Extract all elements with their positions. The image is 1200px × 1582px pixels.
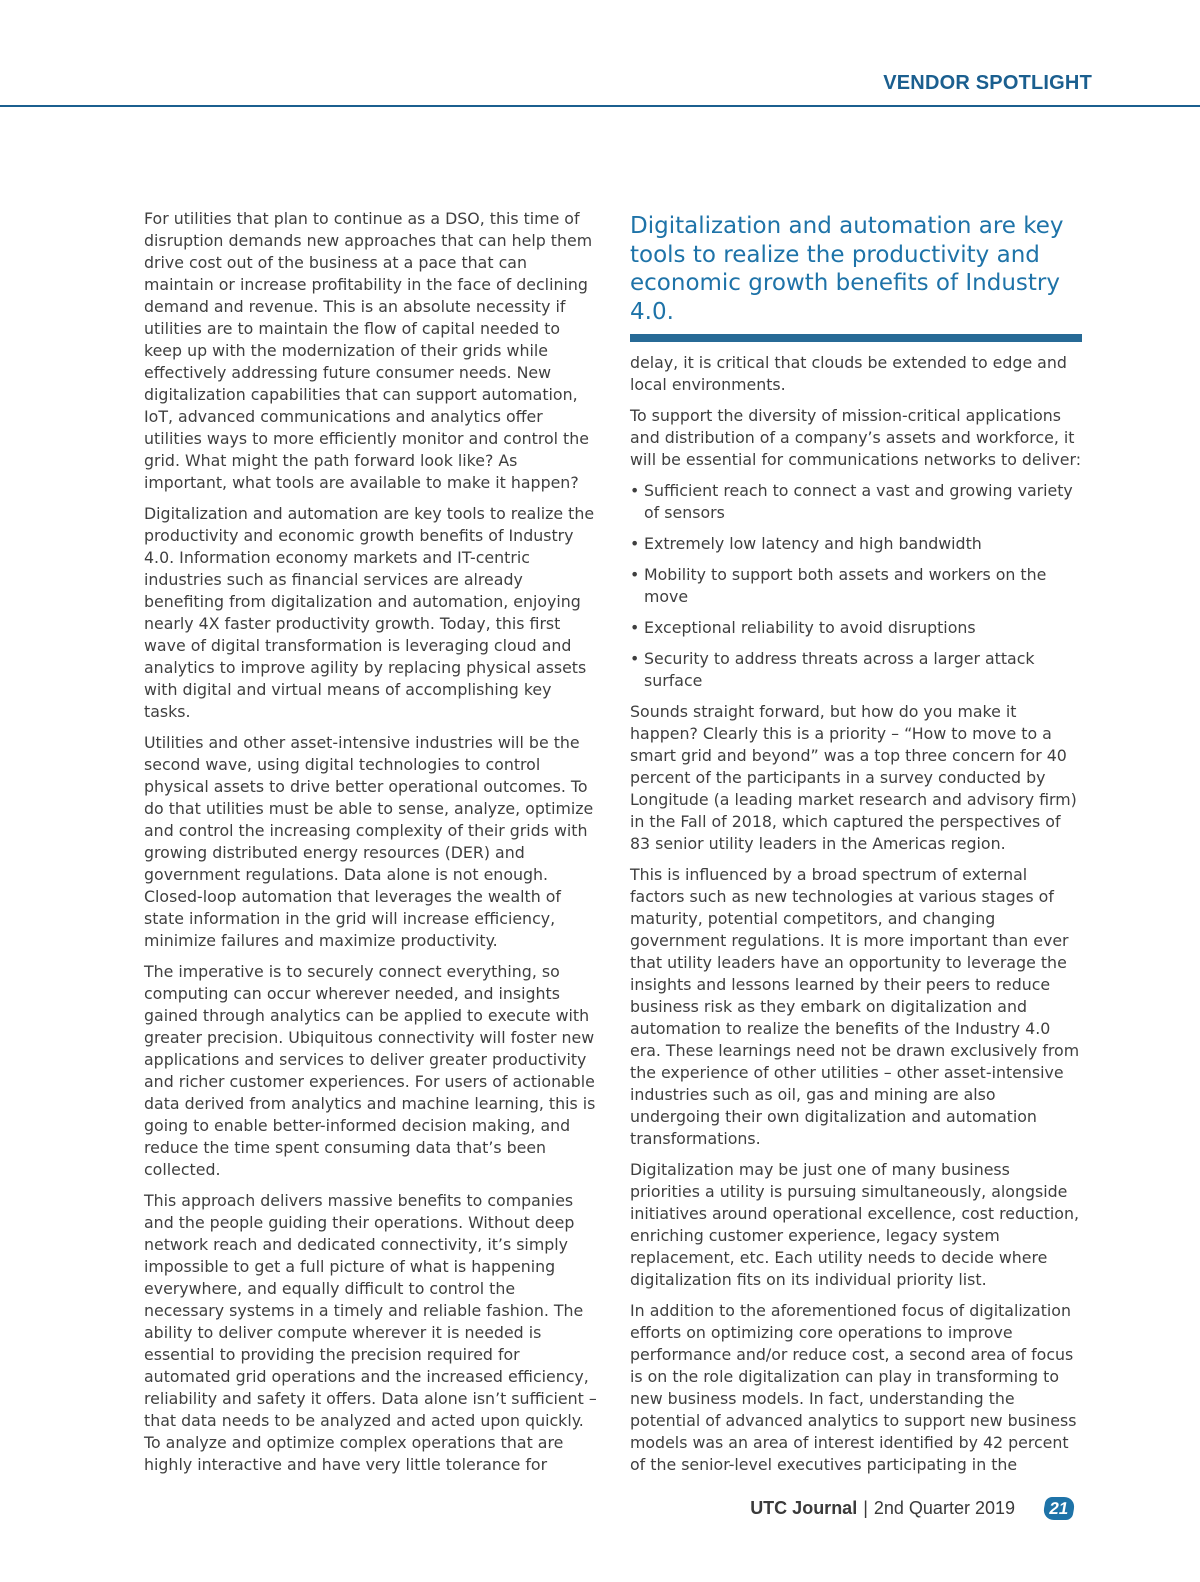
list-item [630,617,1082,639]
body-paragraph: The imperative is to securely connect everything, so computing can occur wherever needed, and insights gained through analytics can be applied to execute with greater precision. Ubiquitous connectivity will foster new applications and services to deliver greater productivity and richer customer experiences. For users of actionable data derived from analytics and machine learning, this is going to enable better-informed decision making, and reduce the time spent consuming data that’s been collected. [144,962,596,1179]
list-item-text: Extremely low latency and high bandwidth [644,534,982,553]
bullet-marker: • [630,618,640,637]
bullet-marker: • [630,481,640,500]
body-paragraph: delay, it is critical that clouds be extended to edge and local environments. [630,353,1067,394]
list-item [630,564,1082,608]
body-paragraph: In addition to the aforementioned focus of digitalization efforts on optimizing core operations to improve performance and/or reduce cost, a second area of focus is on the role digitalization can play in transforming to new business models. In fact, understanding the potential of advanced analytics to support new business models was an area of interest identified by 42 percent of the senior-level executives participating in the [630,1301,1077,1474]
right-column [630,352,1082,1485]
body-paragraph: For utilities that plan to continue as a DSO, this time of disruption demands new approaches that can help them drive cost out of the business at a pace that can maintain or increase profitability in the face of declining demand and revenue. This is an absolute necessity if utilities are to maintain the flow of capital needed to keep up with the modernization of their grids while effectively addressing future consumer needs. New digitalization capabilities that can support automation, IoT, advanced communications and analytics offer utilities ways to more efficiently monitor and control the grid. What might the path forward look like? As important, what tools are available to make it happen? [144,209,593,492]
body-paragraph: Digitalization may be just one of many business priorities a utility is pursuing simultaneously, alongside initiatives around operational excellence, cost reduction, enriching customer experience, legacy system replacement, etc. Each utility needs to decide where digitalization fits on its individual priority list. [630,1160,1079,1289]
body-paragraph: Digitalization and automation are key tools to realize the productivity and economic growth benefits of Industry 4.0. Information economy markets and IT-centric industries such as financial services are already benefiting from digitalization and automation, enjoying nearly 4X faster productivity growth. Today, this first wave of digital transformation is leveraging cloud and analytics to improve agility by replacing physical assets with digital and virtual means of accomplishing key tasks. [144,504,595,721]
issue-label: 2nd Quarter 2019 [873,1498,1015,1518]
list-item-text: Security to address threats across a larger attack surface [644,649,1035,690]
list-item-text: Mobility to support both assets and workers on the move [644,565,1047,606]
body-paragraph: To support the diversity of mission-critical applications and distribution of a company’s assets and workforce, it will be essential for communications networks to deliver: [630,406,1082,469]
body-paragraph: Utilities and other asset-intensive industries will be the second wave, using digital technologies to control physical assets to drive better operational outcomes. To do that utilities must be able to sense, analyze, optimize and control the increasing complexity of their grids with growing distributed energy resources (DER) and government regulations. Data alone is not enough. Closed-loop automation that leverages the wealth of state information in the grid will increase efficiency, minimize failures and maximize productivity. [144,733,594,950]
list-item [630,533,1082,555]
requirements-list [630,480,1082,692]
list-item-text: Sufficient reach to connect a vast and growing variety of sensors [644,481,1073,522]
bullet-marker: • [630,649,640,668]
footer-separator: | [863,1498,868,1518]
header-divider [0,105,1200,107]
left-column [144,208,598,1485]
page-footer [750,1498,1015,1519]
body-paragraph: Sounds straight forward, but how do you make it happen? Clearly this is a priority – “How to move to a smart grid and beyond” was a top three concern for 40 percent of the participants in a survey conducted by Longitude (a leading market research and advisory firm) in the Fall of 2018, which captured the perspectives of 83 senior utility leaders in the Americas region. [630,702,1077,853]
list-item [630,648,1082,692]
journal-title: UTC Journal [750,1498,858,1518]
list-item-text: Exceptional reliability to avoid disruptions [644,618,976,637]
bullet-marker: • [630,565,640,584]
page-number: 21 [1042,1497,1076,1520]
bullet-marker: • [630,534,640,553]
pull-quote-divider [630,334,1082,342]
list-item [630,480,1082,524]
pull-quote: Digitalization and automation are key tools to realize the productivity and economic growth benefits of Industry 4.0. [630,213,1064,325]
body-paragraph: This is influenced by a broad spectrum of external factors such as new technologies at various stages of maturity, potential competitors, and changing government regulations. It is more important than ever that utility leaders have an opportunity to leverage the insights and lessons learned by their peers to reduce business risk as they embark on digitalization and automation to realize the benefits of the Industry 4.0 era. These learnings need not be drawn exclusively from the experience of other utilities – other asset-intensive industries such as oil, gas and mining are also undergoing their own digitalization and automation transformations. [630,865,1080,1148]
section-label: VENDOR SPOTLIGHT [883,72,1092,94]
body-paragraph: This approach delivers massive benefits to companies and the people guiding their operations. Without deep network reach and dedicated connectivity, it’s simply impossible to get a full picture of what is happening everywhere, and equally difficult to control the necessary systems in a timely and reliable fashion. The ability to deliver compute wherever it is needed is essential to providing the precision required for automated grid operations and the increased efficiency, reliability and safety it offers. Data alone isn’t sufficient – that data needs to be analyzed and acted upon quickly. To analyze and optimize complex operations that are highly interactive and have very little tolerance for [144,1191,597,1474]
